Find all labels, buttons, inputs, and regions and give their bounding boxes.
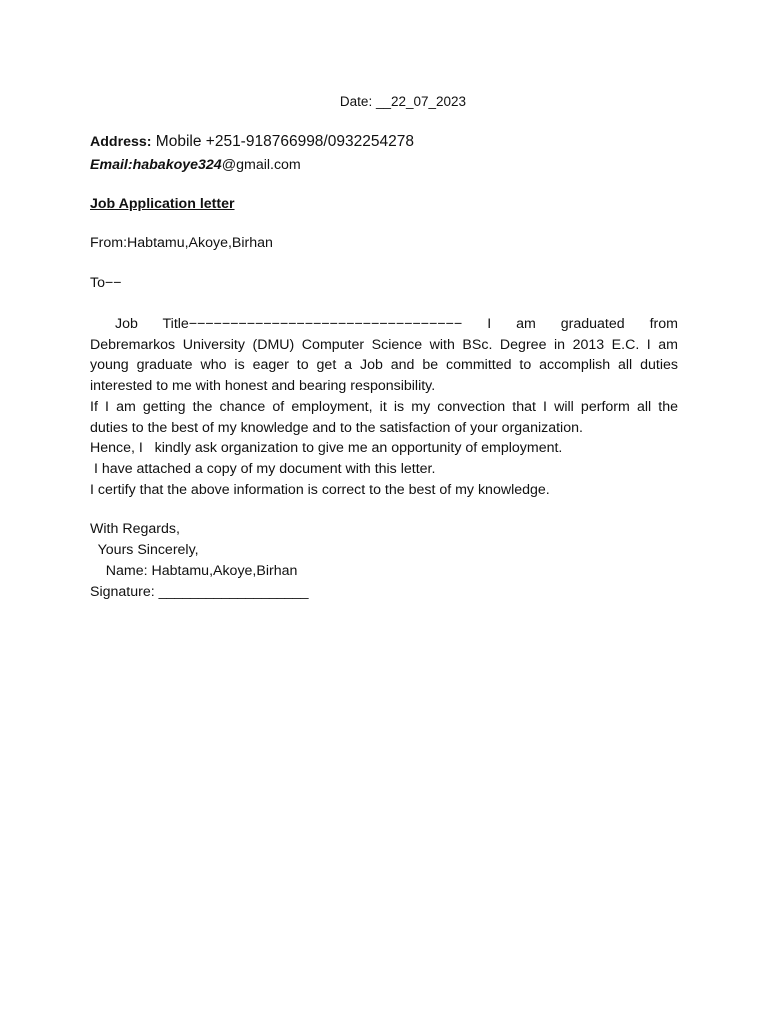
- closing-sincerely: Yours Sincerely,: [90, 542, 199, 558]
- body-line-9: I certify that the above information is correct to the best of my knowledge.: [90, 481, 550, 498]
- body-line-1: Job Title−−−−−−−−−−−−−−−−−−−−−−−−−−−−−−−−− I am graduated from: [90, 316, 678, 332]
- signature-line: Signature: ___________________: [90, 584, 309, 600]
- body-line-2: Debremarkos University (DMU) Computer Science with BSc. Degree in 2013 E.C. I am: [90, 336, 678, 353]
- closing-name: Name: Habtamu,Akoye,Birhan: [90, 563, 298, 579]
- date-value: __22_07_2023: [375, 94, 467, 109]
- from-line: From:Habtamu,Akoye,Birhan: [90, 235, 273, 251]
- address-line: [90, 132, 414, 152]
- closing-regards: With Regards,: [90, 521, 180, 537]
- body-line-4: interested to me with honest and bearing responsibility.: [90, 378, 436, 395]
- address-value: Mobile +251-918766998/0932254278: [151, 133, 414, 150]
- address-label: Address:: [90, 134, 152, 150]
- email-line: [90, 155, 301, 175]
- body-line-8: I have attached a copy of my document with this letter.: [90, 460, 436, 477]
- letter-title: Job Application letter: [90, 196, 235, 212]
- body-line-5: If I am getting the chance of employment, it is my convection that I will perform all the: [90, 398, 678, 415]
- date-line: [0, 92, 768, 112]
- body-line-6: duties to the best of my knowledge and to the satisfaction of your organization.: [90, 419, 583, 436]
- email-value: @gmail.com: [221, 157, 301, 173]
- to-line: To−−: [90, 275, 122, 291]
- letter-body: [90, 314, 678, 500]
- body-line-3: young graduate who is eager to get a Job and be committed to accomplish all duties: [90, 357, 678, 374]
- date-label: Date:: [339, 94, 376, 109]
- email-label: Email:habakoye324: [90, 157, 222, 173]
- body-line-7: Hence, I kindly ask organization to give me an opportunity of employment.: [90, 440, 563, 457]
